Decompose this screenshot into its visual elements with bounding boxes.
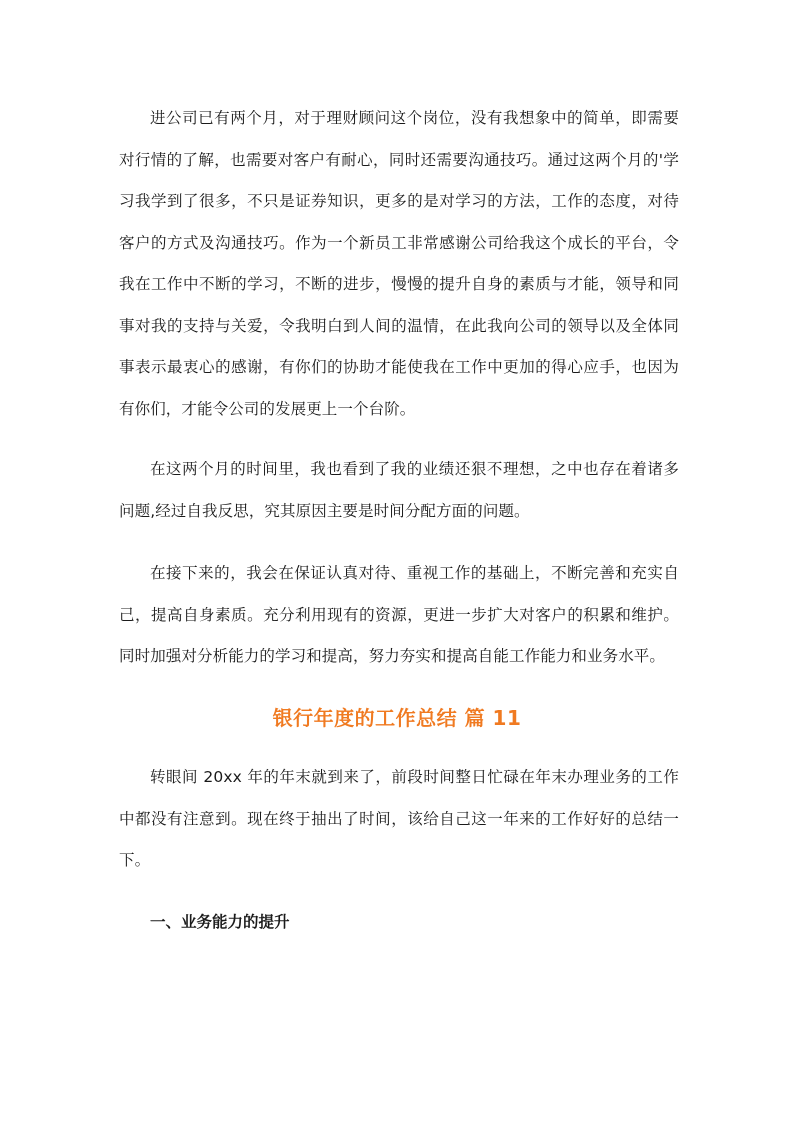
body-paragraph: 转眼间 20xx 年的年末就到来了，前段时间整日忙碌在年末办理业务的工作中都没有注意到。现在终于抽出了时间，该给自己这一年来的工作好好的总结一下。 [119, 768, 679, 869]
subsection-heading: 一、业务能力的提升 [150, 913, 290, 931]
body-paragraph: 在接下来的，我会在保证认真对待、重视工作的基础上，不断完善和充实自己，提高自身素质。充分利用现有的资源，更进一步扩大对客户的积累和维护。同时加强对分析能力的学习和提高，努力夯实和提高自能工作能力和业务水平。 [119, 564, 679, 665]
body-paragraph: 进公司已有两个月，对于理财顾问这个岗位，没有我想象中的简单，即需要对行情的了解，也需要对客户有耐心，同时还需要沟通技巧。通过这两个月的'学习我学到了很多，不只是证券知识，更多的是对学习的方法，工作的态度，对待客户的方式及沟通技巧。作为一个新员工非常感谢公司给我这个成长的平台，令我在工作中不断的学习，不断的进步，慢慢的提升自身的素质与才能，领导和同事对我的支持与关爱，令我明白到人间的温情，在此我向公司的领导以及全体同事表示最衷心的感谢，有你们的协助才能使我在工作中更加的得心应手，也因为有你们，才能令公司的发展更上一个台阶。 [119, 109, 679, 418]
body-paragraph: 在这两个月的时间里，我也看到了我的业绩还狠不理想，之中也存在着诸多问题,经过自我反思，究其原因主要是时间分配方面的问题。 [119, 460, 679, 520]
section-title: 银行年度的工作总结 篇 11 [272, 706, 522, 730]
